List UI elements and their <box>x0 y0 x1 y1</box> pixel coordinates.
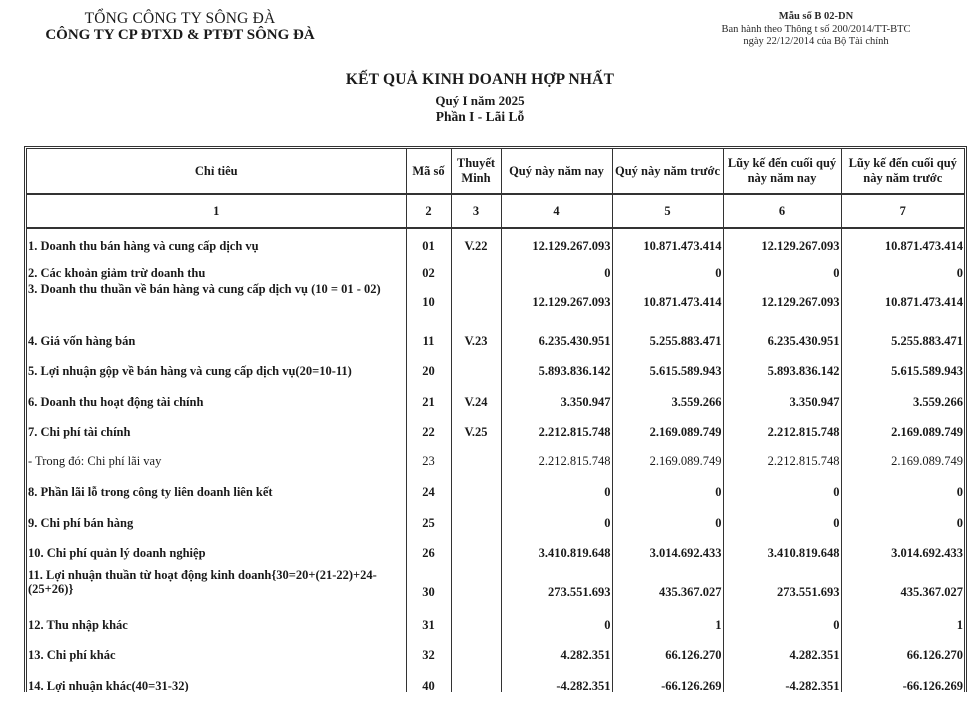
row-code: 32 <box>422 648 435 662</box>
value-ytd-current-cell <box>723 610 841 640</box>
row-note-cell <box>451 228 501 266</box>
value-ytd-current-cell <box>723 447 841 477</box>
value-quarter-previous: 0 <box>715 485 722 499</box>
column-header-quarter-current: Quý này năm nay <box>501 149 612 194</box>
row-code-cell <box>406 282 451 326</box>
value-ytd-previous: 0 <box>956 485 963 499</box>
value-ytd-current-cell <box>723 356 841 387</box>
value-ytd-previous-cell <box>841 640 964 671</box>
value-ytd-current-cell <box>723 417 841 447</box>
value-quarter-current: 3.410.819.648 <box>538 546 611 560</box>
row-code-cell <box>406 417 451 447</box>
value-quarter-previous: 2.169.089.749 <box>649 425 722 439</box>
value-ytd-current: 12.129.267.093 <box>761 239 840 253</box>
column-number: 7 <box>841 194 964 228</box>
value-quarter-previous: 0 <box>715 266 722 280</box>
value-ytd-current-cell <box>723 477 841 508</box>
row-code: 22 <box>422 425 435 439</box>
row-code-cell <box>406 326 451 356</box>
value-quarter-previous-cell <box>612 417 723 447</box>
row-code: 21 <box>422 395 435 409</box>
value-ytd-current: 0 <box>833 485 840 499</box>
value-quarter-previous-cell <box>612 640 723 671</box>
value-ytd-previous-cell <box>841 326 964 356</box>
row-label-cell <box>27 538 406 568</box>
parent-company-name: TỔNG CÔNG TY SÔNG ĐÀ <box>84 10 276 27</box>
row-label-cell <box>27 477 406 508</box>
value-ytd-current-cell <box>723 282 841 326</box>
row-code-cell <box>406 640 451 671</box>
value-quarter-current: -4.282.351 <box>556 679 611 692</box>
value-quarter-current-cell <box>501 356 612 387</box>
value-ytd-current-cell <box>723 508 841 538</box>
row-code: 24 <box>422 485 435 499</box>
row-note-cell <box>451 356 501 387</box>
value-ytd-previous-cell <box>841 477 964 508</box>
value-quarter-current: 2.212.815.748 <box>538 454 611 468</box>
value-quarter-current: 5.893.836.142 <box>538 364 611 378</box>
value-ytd-current-cell <box>723 640 841 671</box>
table-row <box>27 568 964 610</box>
report-title-block <box>330 70 630 125</box>
column-header-indicator: Chỉ tiêu <box>27 149 406 194</box>
value-ytd-previous-cell <box>841 266 964 282</box>
row-label-cell <box>27 387 406 417</box>
value-quarter-current: 2.212.815.748 <box>538 425 611 439</box>
income-statement-table-wrapper <box>24 146 967 692</box>
value-quarter-previous: 0 <box>715 516 722 530</box>
row-code-cell <box>406 356 451 387</box>
value-quarter-previous: 3.014.692.433 <box>649 546 722 560</box>
value-ytd-previous: 2.169.089.749 <box>891 425 963 439</box>
row-code: 26 <box>422 546 435 560</box>
row-note-cell <box>451 417 501 447</box>
table-row <box>27 228 964 266</box>
row-code: 40 <box>422 679 435 692</box>
row-code: 31 <box>422 618 435 632</box>
company-name: CÔNG TY CP ĐTXD & PTĐT SÔNG ĐÀ <box>45 27 315 43</box>
value-quarter-current: 3.350.947 <box>560 395 611 409</box>
row-note-cell <box>451 538 501 568</box>
value-ytd-previous: -66.126.269 <box>902 679 963 692</box>
row-label-cell <box>27 671 406 692</box>
row-label: 10. Chi phí quản lý doanh nghiệp <box>28 546 206 560</box>
table-row <box>27 640 964 671</box>
value-quarter-current: 0 <box>604 516 611 530</box>
row-note-cell <box>451 610 501 640</box>
value-quarter-previous: -66.126.269 <box>661 679 722 692</box>
value-ytd-previous: 5.255.883.471 <box>891 334 963 348</box>
row-note: V.25 <box>464 425 488 439</box>
row-label-cell <box>27 326 406 356</box>
value-quarter-current: 0 <box>604 618 611 632</box>
form-code: Mẫu số B 02-DN <box>778 11 854 22</box>
value-quarter-previous: 1 <box>715 618 722 632</box>
value-quarter-current-cell <box>501 568 612 610</box>
value-ytd-previous: 5.615.589.943 <box>891 364 963 378</box>
column-header-quarter-previous: Quý này năm trước <box>612 149 723 194</box>
row-label-cell <box>27 266 406 282</box>
table-row <box>27 387 964 417</box>
value-ytd-previous-cell <box>841 447 964 477</box>
value-quarter-current: 273.551.693 <box>548 585 611 599</box>
form-info <box>700 11 932 49</box>
value-quarter-previous-cell <box>612 356 723 387</box>
row-label: - Trong đó: Chi phí lãi vay <box>28 454 162 468</box>
value-quarter-previous: 3.559.266 <box>671 395 722 409</box>
row-label: 7. Chi phí tài chính <box>28 425 131 439</box>
column-header-ytd-current: Lũy kế đến cuối quý này năm nay <box>723 149 841 194</box>
row-code-cell <box>406 228 451 266</box>
row-label-cell <box>27 228 406 266</box>
value-ytd-current: 4.282.351 <box>789 648 840 662</box>
value-ytd-previous: 435.367.027 <box>900 585 963 599</box>
value-ytd-current: 3.350.947 <box>789 395 840 409</box>
row-label: 5. Lợi nhuận gộp về bán hàng và cung cấp dịch vụ(20=10-11) <box>28 364 352 378</box>
value-quarter-previous-cell <box>612 477 723 508</box>
value-quarter-current-cell <box>501 538 612 568</box>
value-ytd-current-cell <box>723 671 841 692</box>
column-number: 6 <box>723 194 841 228</box>
row-note-cell <box>451 282 501 326</box>
row-label-cell <box>27 447 406 477</box>
value-ytd-current: 2.212.815.748 <box>767 425 840 439</box>
value-quarter-current-cell <box>501 610 612 640</box>
value-quarter-previous-cell <box>612 228 723 266</box>
value-ytd-previous-cell <box>841 282 964 326</box>
report-part: Phần I - Lãi Lỗ <box>435 109 525 124</box>
value-quarter-current-cell <box>501 447 612 477</box>
value-ytd-previous-cell <box>841 610 964 640</box>
row-code-cell <box>406 387 451 417</box>
row-code-cell <box>406 447 451 477</box>
value-quarter-previous: 10.871.473.414 <box>643 295 722 309</box>
value-quarter-previous: 435.367.027 <box>659 585 722 599</box>
value-ytd-previous: 0 <box>956 266 963 280</box>
row-label: 13. Chi phí khác <box>28 648 116 662</box>
table-body <box>27 228 964 692</box>
value-ytd-previous-cell <box>841 356 964 387</box>
value-ytd-previous: 1 <box>956 618 963 632</box>
row-code-cell <box>406 538 451 568</box>
value-quarter-current: 4.282.351 <box>560 648 611 662</box>
row-code: 01 <box>422 239 435 253</box>
value-ytd-current-cell <box>723 387 841 417</box>
row-code: 30 <box>422 585 435 599</box>
value-quarter-current-cell <box>501 326 612 356</box>
column-number: 5 <box>612 194 723 228</box>
value-ytd-previous: 10.871.473.414 <box>884 295 963 309</box>
value-ytd-previous-cell <box>841 417 964 447</box>
row-code: 25 <box>422 516 435 530</box>
value-quarter-previous-cell <box>612 538 723 568</box>
value-quarter-previous-cell <box>612 266 723 282</box>
value-ytd-current-cell <box>723 538 841 568</box>
table-header-row <box>27 149 964 194</box>
column-header-ytd-previous: Lũy kế đến cuối quý này năm trước <box>841 149 964 194</box>
value-quarter-previous-cell <box>612 610 723 640</box>
table-row <box>27 610 964 640</box>
value-quarter-current-cell <box>501 282 612 326</box>
value-ytd-current: -4.282.351 <box>785 679 840 692</box>
table-row <box>27 356 964 387</box>
form-issued-line-1: Ban hành theo Thông t số 200/2014/TT-BTC <box>721 23 911 35</box>
table-row <box>27 266 964 282</box>
row-code-cell <box>406 266 451 282</box>
value-quarter-previous: 2.169.089.749 <box>649 454 722 468</box>
row-label: 11. Lợi nhuận thuần từ hoạt động kinh doanh{30=20+(21-22)+24-(25+26)} <box>28 568 377 596</box>
value-quarter-current-cell <box>501 417 612 447</box>
row-label: 4. Giá vốn hàng bán <box>28 334 136 348</box>
value-quarter-current-cell <box>501 228 612 266</box>
value-ytd-current-cell <box>723 228 841 266</box>
row-note-cell <box>451 266 501 282</box>
row-code: 11 <box>422 334 435 348</box>
row-label-cell <box>27 610 406 640</box>
value-ytd-previous: 2.169.089.749 <box>891 454 963 468</box>
value-ytd-current: 0 <box>833 618 840 632</box>
column-number: 2 <box>406 194 451 228</box>
row-code: 20 <box>422 364 435 378</box>
table-row <box>27 417 964 447</box>
value-quarter-current: 12.129.267.093 <box>532 239 611 253</box>
column-header-note: Thuyết Minh <box>451 149 501 194</box>
value-ytd-current: 3.410.819.648 <box>767 546 840 560</box>
value-ytd-current: 0 <box>833 516 840 530</box>
form-issued-line-2: ngày 22/12/2014 của Bộ Tài chính <box>743 36 889 47</box>
value-ytd-previous-cell <box>841 508 964 538</box>
row-label-cell <box>27 282 406 326</box>
row-label: 2. Các khoản giảm trừ doanh thu <box>28 266 206 280</box>
value-quarter-current-cell <box>501 508 612 538</box>
row-label-cell <box>27 508 406 538</box>
value-ytd-current-cell <box>723 266 841 282</box>
value-quarter-previous-cell <box>612 671 723 692</box>
column-header-code: Mã số <box>406 149 451 194</box>
table-row <box>27 671 964 692</box>
value-ytd-current: 0 <box>833 266 840 280</box>
value-ytd-current: 6.235.430.951 <box>767 334 840 348</box>
value-ytd-current: 273.551.693 <box>777 585 840 599</box>
value-quarter-previous-cell <box>612 326 723 356</box>
row-label: 6. Doanh thu hoạt động tài chính <box>28 395 204 409</box>
row-note: V.22 <box>464 239 488 253</box>
value-quarter-previous: 66.126.270 <box>665 648 722 662</box>
value-quarter-previous-cell <box>612 568 723 610</box>
value-quarter-current-cell <box>501 640 612 671</box>
row-label: 8. Phần lãi lỗ trong công ty liên doanh liên kết <box>28 485 273 499</box>
column-number-row <box>27 194 964 228</box>
value-quarter-current-cell <box>501 387 612 417</box>
row-note-cell <box>451 508 501 538</box>
value-ytd-previous-cell <box>841 671 964 692</box>
value-ytd-previous: 66.126.270 <box>906 648 963 662</box>
value-ytd-current-cell <box>723 568 841 610</box>
report-title: KẾT QUẢ KINH DOANH HỢP NHẤT <box>345 71 615 88</box>
row-label: 12. Thu nhập khác <box>28 618 128 632</box>
row-note-cell <box>451 640 501 671</box>
value-ytd-previous-cell <box>841 568 964 610</box>
table-row <box>27 477 964 508</box>
row-note-cell <box>451 447 501 477</box>
value-ytd-previous: 0 <box>956 516 963 530</box>
table-row <box>27 447 964 477</box>
table-row <box>27 538 964 568</box>
table-row <box>27 508 964 538</box>
row-label-cell <box>27 568 406 610</box>
row-label: 1. Doanh thu bán hàng và cung cấp dịch vụ <box>28 239 259 253</box>
value-ytd-previous-cell <box>841 387 964 417</box>
value-ytd-current: 5.893.836.142 <box>767 364 840 378</box>
value-ytd-previous: 3.559.266 <box>913 395 963 409</box>
value-quarter-previous: 10.871.473.414 <box>643 239 722 253</box>
row-code: 23 <box>422 454 435 468</box>
column-number: 3 <box>451 194 501 228</box>
table-row <box>27 282 964 326</box>
row-label-cell <box>27 640 406 671</box>
value-quarter-current: 6.235.430.951 <box>538 334 611 348</box>
table-row <box>27 326 964 356</box>
report-period: Quý I năm 2025 <box>435 93 525 108</box>
row-label: 9. Chi phí bán hàng <box>28 516 134 530</box>
row-note-cell <box>451 326 501 356</box>
column-number: 4 <box>501 194 612 228</box>
row-code-cell <box>406 610 451 640</box>
row-note-cell <box>451 477 501 508</box>
value-ytd-previous: 10.871.473.414 <box>884 239 963 253</box>
row-note-cell <box>451 671 501 692</box>
row-code: 10 <box>422 295 435 309</box>
value-ytd-previous-cell <box>841 538 964 568</box>
value-quarter-current: 0 <box>604 266 611 280</box>
value-quarter-previous-cell <box>612 282 723 326</box>
income-statement-table <box>27 149 964 692</box>
value-ytd-current-cell <box>723 326 841 356</box>
company-header <box>30 10 330 44</box>
column-number: 1 <box>27 194 406 228</box>
row-note: V.23 <box>464 334 488 348</box>
row-code-cell <box>406 477 451 508</box>
row-label-cell <box>27 356 406 387</box>
value-quarter-previous-cell <box>612 447 723 477</box>
row-code-cell <box>406 508 451 538</box>
value-quarter-current-cell <box>501 266 612 282</box>
row-label-cell <box>27 417 406 447</box>
row-note-cell <box>451 387 501 417</box>
row-note-cell <box>451 568 501 610</box>
row-label: 14. Lợi nhuận khác(40=31-32) <box>28 679 189 692</box>
value-ytd-current: 2.212.815.748 <box>767 454 840 468</box>
value-quarter-previous: 5.255.883.471 <box>649 334 722 348</box>
row-label: 3. Doanh thu thuần về bán hàng và cung cấp dịch vụ (10 = 01 - 02) <box>28 282 381 296</box>
value-ytd-previous-cell <box>841 228 964 266</box>
row-note: V.24 <box>464 395 488 409</box>
row-code: 02 <box>422 266 435 280</box>
value-quarter-current-cell <box>501 671 612 692</box>
row-code-cell <box>406 671 451 692</box>
value-ytd-current: 12.129.267.093 <box>761 295 840 309</box>
value-quarter-previous-cell <box>612 508 723 538</box>
value-quarter-current-cell <box>501 477 612 508</box>
value-quarter-previous: 5.615.589.943 <box>649 364 722 378</box>
value-quarter-current: 12.129.267.093 <box>532 295 611 309</box>
value-quarter-current: 0 <box>604 485 611 499</box>
value-quarter-previous-cell <box>612 387 723 417</box>
row-code-cell <box>406 568 451 610</box>
value-ytd-previous: 3.014.692.433 <box>891 546 963 560</box>
